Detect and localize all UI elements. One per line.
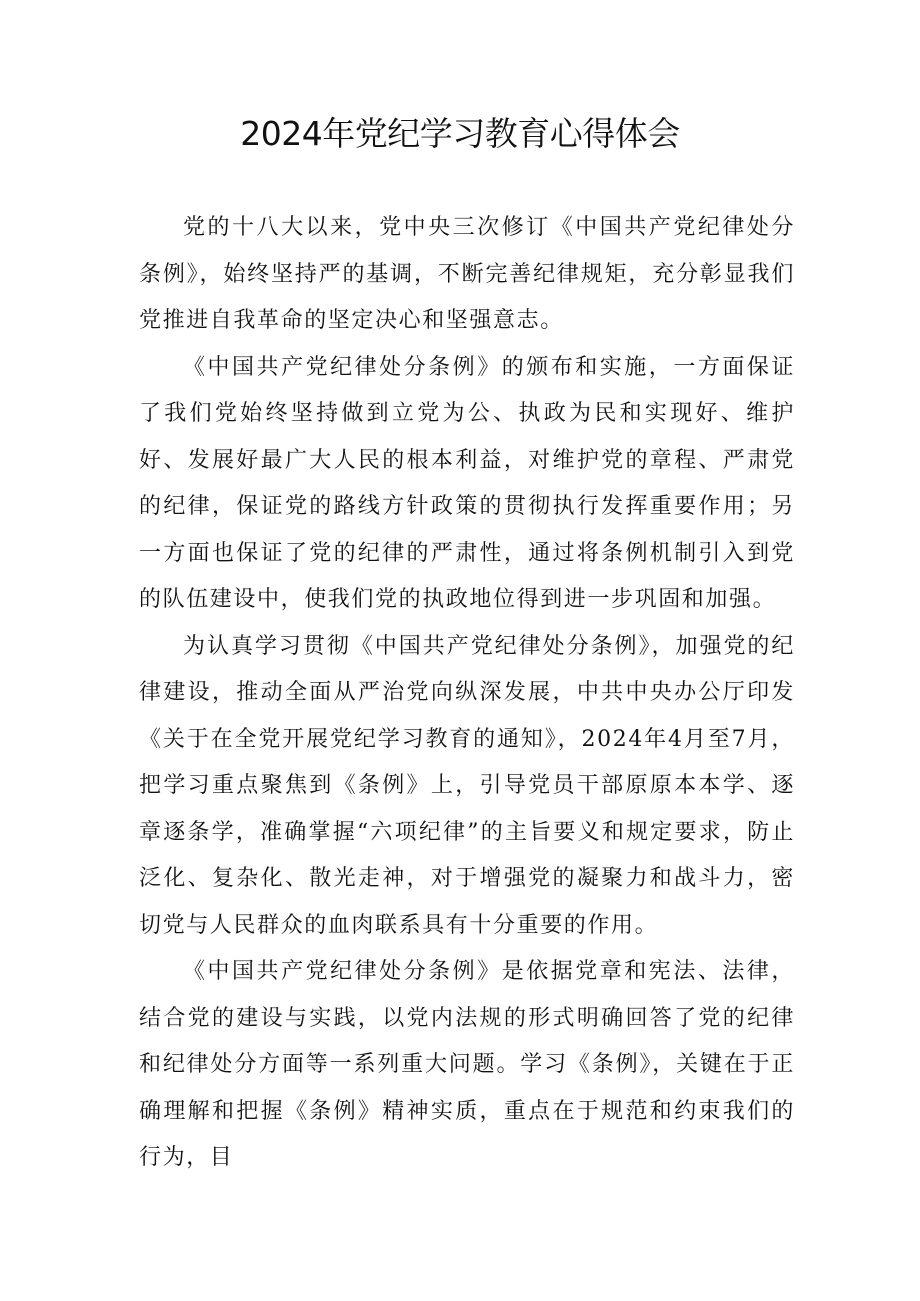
document-title: 2024年党纪学习教育心得体会 (240, 114, 680, 153)
paragraph: 《中国共产党纪律处分条例》的颁布和实施，一方面保证了我们党始终坚持做到立党为公、执政为民和实现好、维护好、发展好最广大人民的根本利益，对维护党的章程、严肃党的纪律，保证党的路线方针政策的贯彻执行发挥重要作用；另一方面也保证了党的纪律的严肃性，通过将条例机制引入到党的队伍建设中，使我们党的执政地位得到进一步巩固和加强。 (139, 354, 795, 612)
paragraph: 党的十八大以来，党中央三次修订《中国共产党纪律处分条例》，始终坚持严的基调，不断完善纪律规矩，充分彰显我们党推进自我革命的坚定决心和坚强意志。 (139, 215, 795, 333)
paragraph: 《中国共产党纪律处分条例》是依据党章和宪法、法律，结合党的建设与实践，以党内法规的形式明确回答了党的纪律和纪律处分方面等一系列重大问题。学习《条例》，关键在于正确理解和把握《条例》精神实质，重点在于规范和约束我们的行为，目 (139, 959, 795, 1170)
document-body (139, 205, 795, 1182)
paragraph: 为认真学习贯彻《中国共产党纪律处分条例》，加强党的纪律建设，推动全面从严治党向纵深发展，中共中央办公厅印发《关于在全党开展党纪学习教育的通知》，2024年4月至7月，把学习重点聚焦到《条例》上，引导党员干部原原本本学、逐章逐条学，准确掌握“六项纪律”的主旨要义和规定要求，防止泛化、复杂化、散光走神，对于增强党的凝聚力和战斗力，密切党与人民群众的血肉联系具有十分重要的作用。 (139, 633, 795, 938)
